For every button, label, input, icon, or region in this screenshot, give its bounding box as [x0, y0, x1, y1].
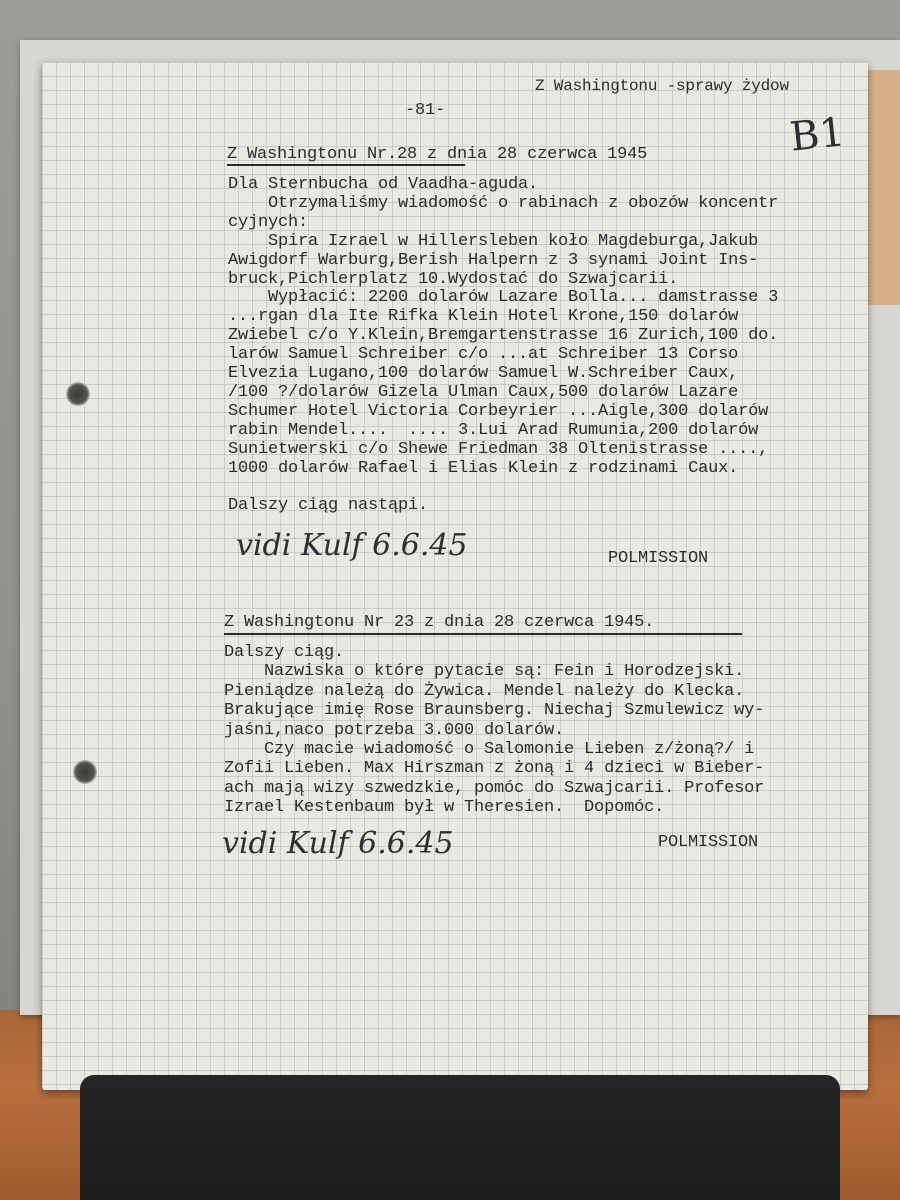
message1-title-underline [227, 164, 465, 166]
body-line: Elvezia Lugano,100 dolarów Samuel W.Schreiber Caux, [228, 364, 739, 383]
body-line: Pieniądze należą do Żywica. Mendel należy do Klecka. [224, 681, 745, 701]
body-line: Wypłacić: 2200 dolarów Lazare Bolla... damstrasse 3 [228, 288, 779, 308]
body-line: rabin Mendel.... .... 3.Lui Arad Rumunia,200 dolarów [228, 420, 759, 440]
punch-hole-top [66, 382, 90, 406]
body-line: Izrael Kestenbaum był w Theresien. Dopomóc. [224, 798, 665, 818]
page-number: -81- [405, 101, 446, 120]
body-line: Awigdorf Warburg,Berish Halpern z 3 synami Joint Ins- [228, 250, 759, 270]
body-line: larów Samuel Schreiber c/o ...at Schreiber 13 Corso [228, 345, 739, 365]
header-tag: Z Washingtonu -sprawy żydow [535, 77, 789, 95]
message2-title-underline [224, 633, 742, 635]
body-line: bruck,Pichlerplatz 10.Wydostać do Szwajcarii. [228, 269, 679, 289]
body-line: Brakujące imię Rose Braunsberg. Niechaj Szmulewicz wy- [224, 701, 765, 721]
body-line: Otrzymaliśmy wiadomość o rabinach z obozów koncentr [228, 193, 779, 213]
body-line: Sunietwerski c/o Shewe Friedman 38 Oltenistrasse ...., [228, 439, 769, 459]
body-line: Nazwiska o które pytacie są: Fein i Horodzejski. [224, 662, 745, 682]
black-binder-cover [80, 1075, 840, 1200]
body-line: Dalszy ciąg nastąpi. [228, 496, 429, 516]
message2-signature: POLMISSION [658, 833, 759, 852]
body-line: Schumer Hotel Victoria Corbeyrier ...Aigle,300 dolarów [228, 401, 769, 421]
body-line: 1000 dolarów Rafael i Elias Klein z rodzinami Caux. [228, 458, 739, 478]
message2-title: Z Washingtonu Nr 23 z dnia 28 czerwca 1945. [224, 613, 655, 632]
corner-handwritten-mark: B1 [787, 109, 848, 161]
punch-hole-bottom [73, 760, 97, 784]
body-line: Zofii Lieben. Max Hirszman z żoną i 4 dzieci w Bieber- [224, 759, 765, 779]
message1-handwritten-note: vidi Kulf 6.6.45 [236, 528, 468, 563]
body-line: Dla Sternbucha od Vaadha-aguda. [228, 175, 539, 194]
body-line: ...rgan dla Ite Rifka Klein Hotel Krone,150 dolarów [228, 307, 739, 327]
message1-signature: POLMISSION [608, 549, 709, 568]
body-line: Spira Izrael w Hillersleben koło Magdeburga,Jakub [228, 231, 759, 251]
body-line: Dalszy ciąg. [224, 643, 345, 662]
message1-title-number: Z Washingtonu Nr.28 [227, 145, 418, 164]
message1-title-date: z dnia 28 czerwca 1945 [417, 145, 648, 164]
message1-title [227, 146, 647, 163]
body-line: jaśni,naco potrzeba 3.000 dolarów. [224, 720, 565, 740]
body-line: cyjnych: [228, 212, 309, 232]
document-page [42, 62, 868, 1090]
body-line: Czy macie wiadomość o Salomonie Lieben z/żoną?/ i [224, 740, 755, 759]
body-line: ach mają wizy szwedzkie, pomóc do Szwajcarii. Profesor [224, 778, 765, 798]
message2-handwritten-note: vidi Kulf 6.6.45 [222, 826, 454, 861]
body-line: Zwiebel c/o Y.Klein,Bremgartenstrasse 16 Zurich,100 do. [228, 326, 779, 346]
body-line: /100 ?/dolarów Gizela Ulman Caux,500 dolarów Lazare [228, 382, 739, 402]
